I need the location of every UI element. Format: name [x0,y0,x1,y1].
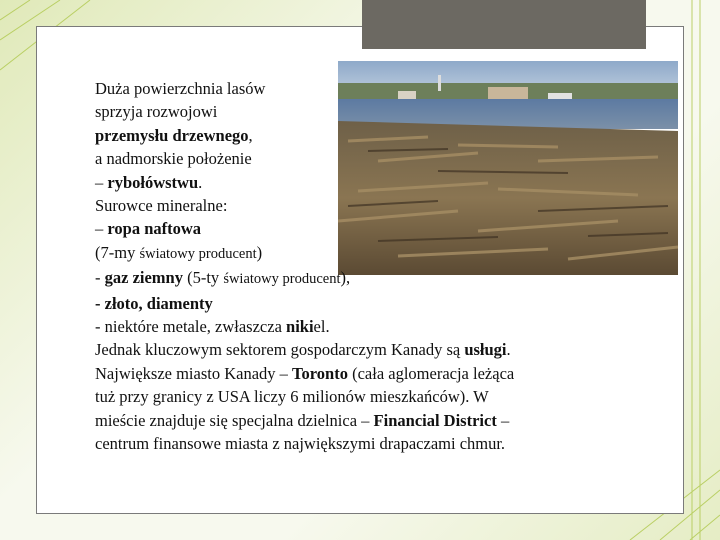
corner-decoration [362,0,646,49]
text-line: – ropa naftowa [95,219,202,239]
text-line: a nadmorskie położenie [95,149,252,169]
text-line: Jednak kluczowym sektorem gospodarczym Kanady są usługi. [95,340,511,360]
text-line: przemysłu drzewnego, [95,125,253,145]
text-line: Największe miasto Kanady – Toronto (cała aglomeracja leżąca [95,363,515,383]
text-line: – rybołówstwu. [95,172,203,192]
text-line: - niektóre metale, zwłaszcza nikiel. [95,317,330,337]
text-line: - gaz ziemny (5-ty światowy producent), [95,268,351,288]
slide-text [95,77,655,456]
text-line: - złoto, diamenty [95,293,213,313]
text-line: centrum finansowe miasta z największymi drapaczami chmur. [95,434,506,454]
text-line: sprzyja rozwojowi [95,102,218,122]
text-line: tuż przy granicy z USA liczy 6 milionów mieszkańców). W [95,387,489,407]
text-line: mieście znajduje się specjalna dzielnica – Financial District – [95,410,510,430]
text-line: (7-my światowy producent) [95,242,263,262]
text-line: Duża powierzchnia lasów [95,79,266,98]
text-line: Surowce mineralne: [95,196,228,216]
